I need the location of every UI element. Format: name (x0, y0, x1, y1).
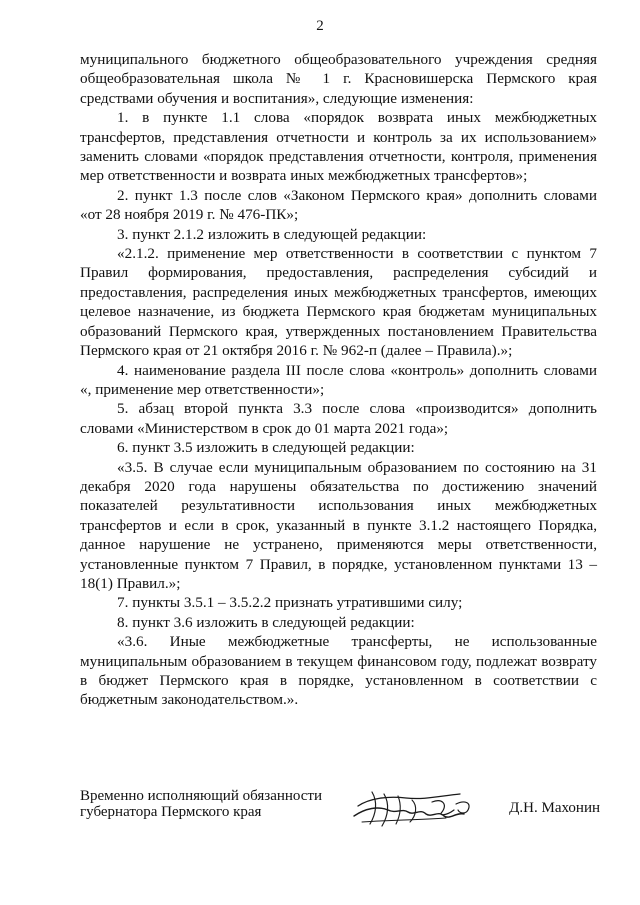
handwritten-signature (348, 782, 480, 830)
paragraph-item-2: 2. пункт 1.3 после слов «Законом Пермского края» дополнить словами «от 28 ноября 2019 г. № 476-ПК»; (80, 186, 597, 224)
paragraph-item-4: 4. наименование раздела III после слова «контроль» дополнить словами «, применение мер ответственности»; (80, 361, 597, 398)
paragraph-item-1: 1. в пункте 1.1 слова «порядок возврата иных межбюджетных трансфертов, представления отчетности и контроль за их использованием» заменить словами «порядок представления отчетности, контроля, применения мер ответственности и возврата иных межбюджетных трансфертов»; (80, 109, 597, 185)
paragraph-item-5: 5. абзац второй пункта 3.3 после слова «производится» дополнить словами «Министерством в срок до 01 марта 2021 года»; (80, 400, 597, 437)
paragraph-item-6: 6. пункт 3.5 изложить в следующей редакции: (117, 439, 415, 457)
signer-name: Д.Н. Махонин (509, 800, 600, 816)
signature-block (80, 788, 600, 838)
page-number: 2 (316, 18, 324, 34)
paragraph-quote-3-6: «3.6. Иные межбюджетные трансферты, не использованные муниципальным образованием в текущем финансовом году, подлежат возврату в бюджет Пермского края в порядке, установленном в соответствии с бюджетным законодательством.». (80, 633, 597, 709)
document-body (80, 50, 597, 710)
paragraph-quote-2-1-2: «2.1.2. применение мер ответственности в соответствии с пунктом 7 Правил формирования, предоставления, распределения субсидий и предоставления, распределения иных межбюджетных трансфертов, имеющих целевое назначение, из бюджета Пермского края бюджетам муниципальных образований Пермского края, утвержденных постановлением Правительства Пермского края от 21 октября 2016 г. № 962-п (далее – Правила).»; (80, 245, 597, 360)
paragraph-quote-3-5: «3.5. В случае если муниципальным образованием по состоянию на 31 декабря 2020 года нарушены обязательства по достижению значений показателей результативности использования иных межбюджетных трансфертов и если в срок, указанный в пункте 3.1.2 настоящего Порядка, данное нарушение не устранено, применяются меры ответственности, установленные пунктом 7 Правил, в порядке, установленном пунктами 13 – 18(1) Правил.»; (80, 458, 597, 592)
paragraph-item-3: 3. пункт 2.1.2 изложить в следующей редакции: (117, 225, 427, 243)
paragraph-intro: муниципального бюджетного общеобразовательного учреждения средняя общеобразовательная школа № 1 г. Красновишерска Пермского края средствами обучения и воспитания», следующие изменения: (80, 51, 597, 107)
paragraph-item-8: 8. пункт 3.6 изложить в следующей редакции: (117, 613, 415, 631)
signer-position (80, 788, 322, 820)
signer-position-line-2: губернатора Пермского края (80, 804, 262, 820)
paragraph-item-7: 7. пункты 3.5.1 – 3.5.2.2 признать утратившими силу; (117, 594, 463, 612)
signer-position-line-1: Временно исполняющий обязанности (80, 788, 323, 804)
